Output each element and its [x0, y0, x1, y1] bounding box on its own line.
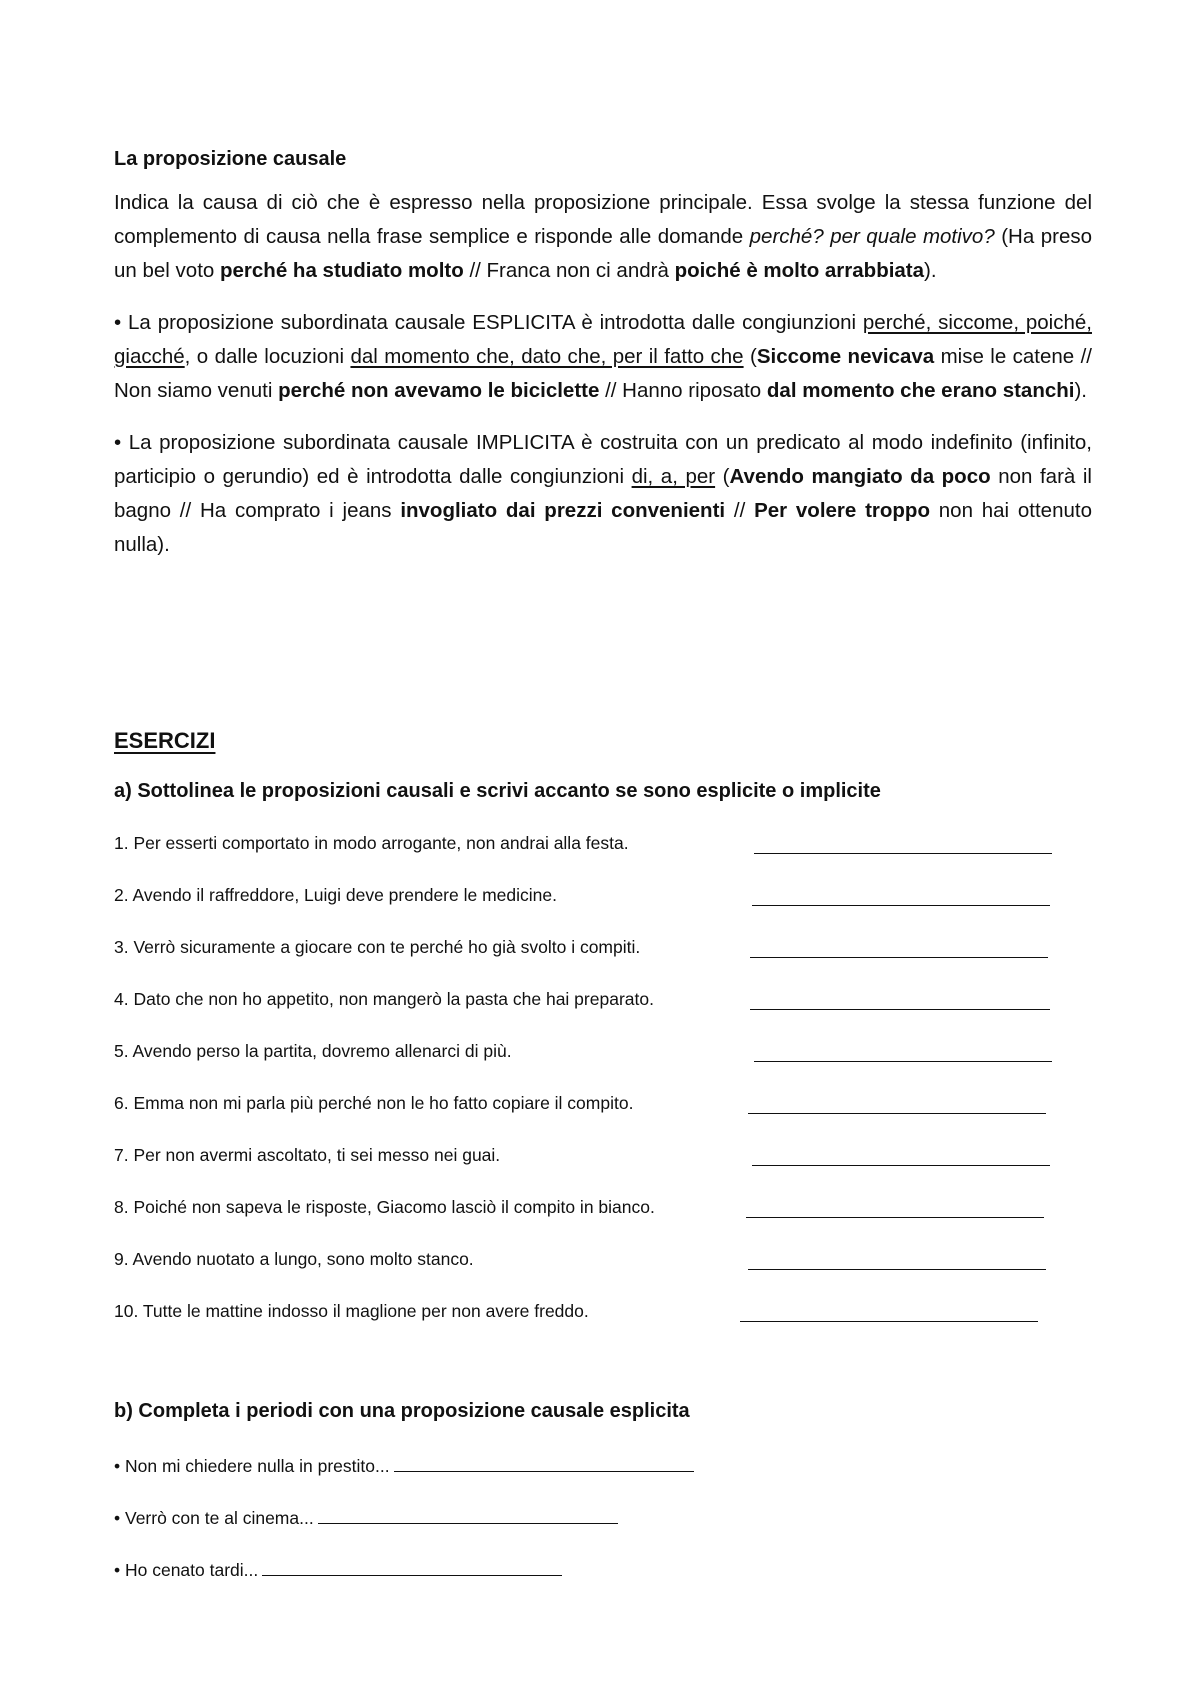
example-causal: Per volere troppo: [754, 499, 930, 522]
text: // Hanno riposato: [599, 379, 767, 402]
example-causal: perché non avevamo le biciclette: [278, 379, 600, 402]
list-item: [114, 932, 1092, 984]
sentence: 2. Avendo il raffreddore, Luigi deve prendere le medicine.: [114, 885, 557, 905]
conjunctions-list: perché, siccome, poiché, giacché: [114, 311, 1092, 368]
list-item: [114, 1088, 1092, 1140]
exercise-a-list: [114, 828, 1092, 1348]
list-item: [114, 1451, 1092, 1503]
locutions-list: dal momento che, dato che, per il fatto che: [350, 345, 744, 368]
sentence: 4. Dato che non ho appetito, non mangerò la pasta che hai preparato.: [114, 989, 654, 1009]
list-item: [114, 1192, 1092, 1244]
list-item: [114, 880, 1092, 932]
answer-line[interactable]: [740, 1321, 1038, 1322]
answer-line[interactable]: [750, 957, 1048, 958]
sentence: • Verrò con te al cinema...: [114, 1508, 314, 1528]
exercise-b-title: b) Completa i periodi con una proposizione causale esplicita: [114, 1400, 690, 1422]
sentence: • Non mi chiedere nulla in prestito...: [114, 1456, 390, 1476]
example-causal: dal momento che erano stanchi: [766, 379, 1075, 402]
text: //: [725, 499, 755, 522]
example-causal: poiché è molto arrabbiata: [674, 259, 925, 282]
text: non farà il bagno // Ha comprato i jeans: [114, 465, 1092, 522]
sentence: 3. Verrò sicuramente a giocare con te perché ho già svolto i compiti.: [114, 937, 641, 957]
exercise-a-title: a) Sottolinea le proposizioni causali e scrivi accanto se sono esplicite o implicite: [114, 780, 881, 802]
text: // Franca non ci andrà: [463, 259, 675, 282]
exercise-b-list: [114, 1451, 1092, 1607]
example-causal: Siccome nevicava: [756, 345, 935, 368]
list-item: [114, 1555, 1092, 1607]
answer-line[interactable]: [394, 1471, 694, 1472]
example-causal: invogliato dai prezzi convenienti: [400, 499, 726, 522]
text: (: [743, 345, 757, 368]
list-item: [114, 1244, 1092, 1296]
definition-paragraph: [114, 186, 1092, 288]
text: ).: [1074, 379, 1088, 402]
answer-line[interactable]: [752, 905, 1050, 906]
text: (: [715, 465, 730, 488]
answer-line[interactable]: [318, 1523, 618, 1524]
answer-line[interactable]: [746, 1217, 1044, 1218]
sentence: 1. Per esserti comportato in modo arrogante, non andrai alla festa.: [114, 833, 629, 853]
text: mise le catene // Non siamo venuti: [114, 345, 1092, 402]
answer-line[interactable]: [748, 1269, 1046, 1270]
conjunctions-list: di, a, per: [631, 465, 716, 488]
explicit-paragraph: [114, 306, 1092, 408]
sentence: • Ho cenato tardi...: [114, 1560, 259, 1580]
list-item: [114, 1036, 1092, 1088]
implicit-paragraph: [114, 426, 1092, 562]
sentence: 7. Per non avermi ascoltato, ti sei messo nei guai.: [114, 1145, 501, 1165]
text: (Ha preso un bel voto: [114, 225, 1092, 282]
text: • La proposizione subordinata causale IMPLICITA è costruita con un predicato al modo indefinito (infinito, participio o gerundio) ed è introdotta dalle congiunzioni: [114, 431, 1092, 488]
question-examples: perché? per quale motivo?: [749, 225, 995, 248]
text: ).: [924, 259, 937, 282]
answer-line[interactable]: [754, 853, 1052, 854]
list-item: [114, 1503, 1092, 1555]
answer-line[interactable]: [750, 1009, 1050, 1010]
sentence: 5. Avendo perso la partita, dovremo allenarci di più.: [114, 1041, 512, 1061]
section-title: La proposizione causale: [114, 148, 347, 170]
answer-line[interactable]: [752, 1165, 1050, 1166]
text: non hai ottenuto nulla).: [114, 499, 1092, 556]
text: Indica la causa di ciò che è espresso nella proposizione principale. Essa svolge la stessa funzione del complemento di causa nella frase semplice e risponde alle domande: [114, 191, 1092, 248]
text: • La proposizione subordinata causale ESPLICITA è introdotta dalle congiunzioni: [114, 311, 863, 334]
sentence: 8. Poiché non sapeva le risposte, Giacomo lasciò il compito in bianco.: [114, 1197, 655, 1217]
sentence: 6. Emma non mi parla più perché non le ho fatto copiare il compito.: [114, 1093, 634, 1113]
page-content: [114, 146, 1092, 1580]
list-item: [114, 1140, 1092, 1192]
text: , o dalle locuzioni: [184, 345, 351, 368]
answer-line[interactable]: [754, 1061, 1052, 1062]
list-item: [114, 828, 1092, 880]
sentence: 9. Avendo nuotato a lungo, sono molto stanco.: [114, 1249, 474, 1269]
example-causal: perché ha studiato molto: [220, 259, 464, 282]
answer-line[interactable]: [748, 1113, 1046, 1114]
answer-line[interactable]: [262, 1575, 562, 1576]
example-causal: Avendo mangiato da poco: [729, 465, 991, 488]
sentence: 10. Tutte le mattine indosso il maglione per non avere freddo.: [114, 1301, 589, 1321]
exercises-heading: ESERCIZI: [114, 728, 216, 753]
list-item: [114, 984, 1092, 1036]
list-item: [114, 1296, 1092, 1348]
